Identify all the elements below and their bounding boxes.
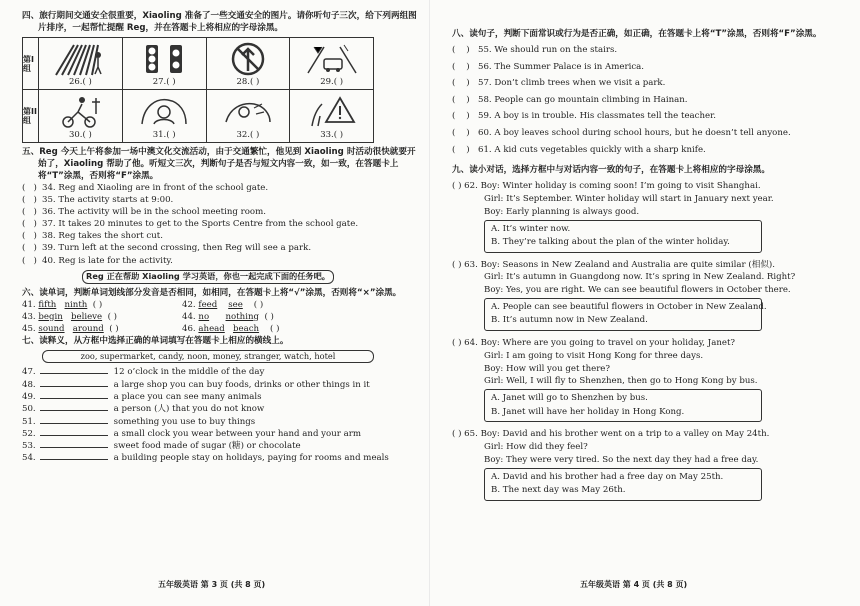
section-6-title: 六、读单词，判断单词划线部分发音是否相同，如相同，在答题卡上将“√”涂黑，否则将“×”涂黑。 — [22, 287, 402, 298]
page-footer: 五年级英语 第 3 页 (共 8 页) — [158, 580, 266, 590]
section-5-list — [22, 182, 422, 267]
tf-item: ( ) 58. People can go mountain climbing in Hainan. — [452, 94, 688, 105]
option-a[interactable]: A. It’s winter now. — [491, 223, 571, 234]
tf-item: ( ) 40. Reg is late for the activity. — [22, 255, 173, 266]
picture-cell — [290, 38, 373, 89]
tf-item: ( ) 37. It takes 20 minutes to get to the Sports Centre from the school gate. — [22, 219, 359, 230]
options-box — [484, 389, 762, 422]
tf-item: ( ) 61. A kid cuts vegetables quickly with a sharp knife. — [452, 144, 706, 155]
picture-cell — [207, 38, 291, 89]
answer-blank[interactable] — [40, 416, 108, 424]
answer-blank[interactable] — [40, 391, 108, 399]
car-road-icon — [304, 41, 360, 77]
right-page — [430, 0, 860, 606]
definition-item: 52. a small clock you wear between your hand and your arm — [22, 428, 361, 439]
dialog-64: ( ) 64. Boy: Where are you going to travel on your holiday, Janet? Girl: I am going to visit Hong Kong for three days. Boy: How will you get there? Girl: Well, I will fly to Shenzhen, then go to Hong Kong by bus. A. Janet will go to Shenzhen by bus. B. Janet will have her holiday in Hong Kong. — [452, 337, 830, 422]
picture-cell — [39, 38, 123, 89]
phonics-grid — [22, 299, 422, 335]
section-8-title: 八、读句子，判断下面常识或行为是否正确，如正确，在答题卡上将“T”涂黑，否则将“F”涂黑。 — [452, 29, 822, 39]
section-7-title: 七、读释义，从方框中选择正确的单词填写在答题卡上相应的横线上。 — [22, 335, 289, 346]
section-9-title: 九、读小对话，选择方框中与对话内容一致的句子，在答题卡上将相应的字母涂黑。 — [452, 165, 770, 176]
page-footer: 五年级英语 第 4 页 (共 8 页) — [580, 580, 688, 590]
tf-item: ( ) 35. The activity starts at 9:00. — [22, 195, 174, 206]
section-5-title: 五、Reg 今天上午将参加一场中澳文化交流活动，由于交通繁忙，他见到 Xiaoling 时活动很快就要开始了，Xiaoling 帮助了他。听短文三次，判断句子是否与短文内容一致，如一致，在答题卡上将“T”涂黑，否则将“F”涂黑。 — [22, 147, 416, 181]
definition-item: 48. a large shop you can buy foods, drinks or other things in it — [22, 379, 370, 390]
crosswalk-icon — [52, 41, 108, 77]
child-car-icon — [220, 94, 276, 130]
picture-row-1 — [23, 38, 373, 90]
answer-blank[interactable] — [40, 428, 108, 436]
definition-item: 47. 12 o’clock in the middle of the day — [22, 367, 265, 378]
option-b[interactable]: B. Janet will have her holiday in Hong Kong. — [491, 406, 685, 417]
option-a[interactable]: A. People can see beautiful flowers in October in New Zealand. — [491, 301, 767, 312]
tf-item: ( ) 36. The activity will be in the school meeting room. — [22, 207, 266, 218]
tf-item: ( ) 60. A boy leaves school during school hours, but he doesn’t tell anyone. — [452, 127, 791, 138]
group-1-label: 第I组 — [23, 38, 39, 89]
picture-cell — [123, 38, 207, 89]
definition-list — [22, 366, 422, 464]
definition-item: 53. sweet food made of sugar (糖) or chocolate — [22, 441, 301, 452]
traffic-light-icon — [136, 41, 192, 77]
dialog-62: ( ) 62. Boy: Winter holiday is coming soon! I’m going to visit Shanghai. Girl: It’s September. Winter holiday will start in January next year. Boy: Early planning is always good. A. It’s winter now. B. They’re talking about the plan of the winter holiday. — [452, 180, 830, 252]
picture-label: 27.( ) — [152, 76, 176, 87]
option-b[interactable]: B. The next day was May 26th. — [491, 485, 626, 496]
traffic-picture-grid — [22, 37, 374, 143]
phonics-item: 42. feed see ( ) — [182, 299, 264, 310]
answer-blank[interactable] — [40, 403, 108, 411]
picture-cell — [207, 90, 291, 142]
answer-blank[interactable] — [40, 440, 108, 448]
options-box — [484, 468, 762, 501]
picture-label: 33.( ) — [320, 129, 344, 140]
picture-label: 29.( ) — [320, 76, 344, 87]
tf-item: ( ) 39. Turn left at the second crossing, then Reg will see a park. — [22, 243, 312, 254]
option-a[interactable]: A. David and his brother had a free day on May 25th. — [491, 471, 724, 482]
section-8-list — [452, 42, 830, 158]
dialog-65: ( ) 65. Boy: David and his brother went on a trip to a valley on May 24th. Girl: How did they feel? Boy: They were very tired. So the next day they had a free day. A. David and his brother had a free day on May 25th. B. The next day was May 26th. — [452, 428, 830, 500]
phonics-item: 41. fifth ninth ( ) — [22, 299, 103, 310]
picture-label: 28.( ) — [236, 76, 260, 87]
picture-label: 30.( ) — [68, 129, 92, 140]
notice-box: Reg 正在帮助 Xiaoling 学习英语，你也一起完成下面的任务吧。 — [82, 270, 334, 284]
picture-row-2 — [23, 90, 373, 142]
option-a[interactable]: A. Janet will go to Shenzhen by bus. — [491, 393, 648, 404]
warning-sign-icon — [304, 94, 360, 130]
tf-item: ( ) 59. A boy is in trouble. His classmates tell the teacher. — [452, 111, 716, 122]
option-b[interactable]: B. They’re talking about the plan of the winter holiday. — [491, 237, 730, 248]
phonics-item: 44. no nothing ( ) — [182, 311, 274, 322]
cyclist-icon — [52, 94, 108, 130]
phonics-item: 43. begin believe ( ) — [22, 311, 118, 322]
word-bank-box: zoo, supermarket, candy, noon, money, stranger, watch, hotel — [42, 350, 374, 364]
answer-blank[interactable] — [40, 379, 108, 387]
options-box — [484, 220, 762, 253]
answer-blank[interactable] — [40, 366, 108, 374]
tf-item: ( ) 57. Don’t climb trees when we visit a park. — [452, 78, 666, 89]
answer-blank[interactable] — [40, 452, 108, 460]
picture-cell — [123, 90, 207, 142]
tf-item: ( ) 55. We should run on the stairs. — [452, 45, 618, 55]
tf-item: ( ) 56. The Summer Palace is in America. — [452, 61, 645, 72]
tf-item: ( ) 38. Reg takes the short cut. — [22, 231, 163, 242]
options-box — [484, 298, 767, 331]
section-4-title: 四、旅行期间交通安全很重要，Xiaoling 准备了一些交通安全的图片。请你听句子三次，给下列两组图片排序，一起帮忙提醒 Reg，并在答题卡上将相应的字母涂黑。 — [22, 11, 417, 33]
picture-label: 26.( ) — [68, 76, 92, 87]
picture-label: 31.( ) — [152, 129, 176, 140]
group-2-label: 第II组 — [23, 90, 39, 142]
definition-item: 49. a place you can see many animals — [22, 391, 262, 402]
option-b[interactable]: B. It’s autumn now in New Zealand. — [491, 315, 648, 326]
phonics-item: 45. sound around ( ) — [22, 323, 119, 334]
definition-item: 54. a building people stay on holidays, paying for rooms and meals — [22, 453, 389, 464]
no-entry-sign-icon — [220, 41, 276, 77]
picture-label: 32.( ) — [236, 129, 260, 140]
driver-icon — [136, 94, 192, 130]
dialog-63: ( ) 63. Boy: Seasons in New Zealand and Australia are quite similar (相似). Girl: It’s autumn in Guangdong now. It’s spring in New Zealand. Right? Boy: Yes, you are right. We can see beautiful flowers in October there. A. People can see beautiful flowers in October in New Zealand. B. It’s autumn now in New Zealand. — [452, 259, 830, 331]
definition-item: 50. a person (人) that you do not know — [22, 404, 265, 415]
definition-item: 51. something you use to buy things — [22, 416, 256, 427]
phonics-item: 46. ahead beach ( ) — [182, 323, 280, 334]
tf-item: ( ) 34. Reg and Xiaoling are in front of the school gate. — [22, 183, 269, 193]
picture-cell — [39, 90, 123, 142]
picture-cell — [290, 90, 373, 142]
